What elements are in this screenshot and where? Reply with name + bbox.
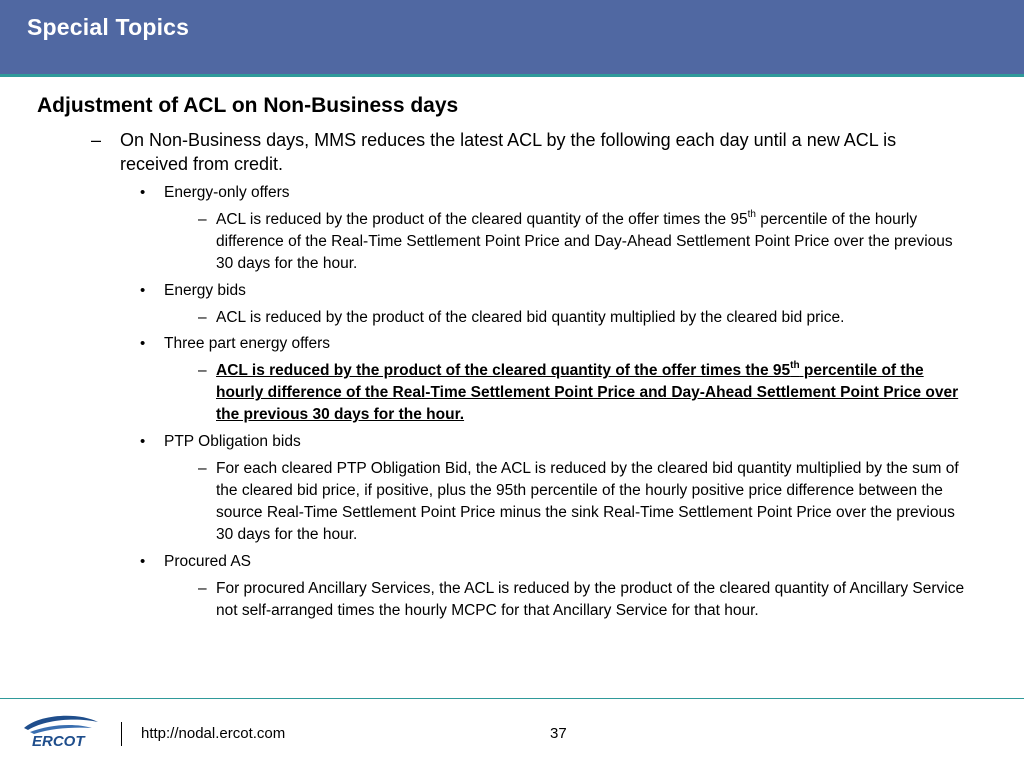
item-label-three-part-energy-offers: Three part energy offers xyxy=(164,335,330,352)
dash-marker: – xyxy=(198,362,207,379)
intro-text: On Non-Business days, MMS reduces the latest ACL by the following each day until a new ACL is received from credit. xyxy=(120,130,897,174)
slide-title: Special Topics xyxy=(27,14,190,40)
dash-marker: – xyxy=(91,130,102,150)
bullet-marker: • xyxy=(140,553,146,570)
footer-url-link[interactable]: http://nodal.ercot.com xyxy=(141,725,286,742)
bullet-marker: • xyxy=(140,282,146,299)
section-heading: Adjustment of ACL on Non-Business days xyxy=(37,94,459,117)
footer-separator xyxy=(121,722,122,746)
logo-wordmark: ERCOT xyxy=(32,733,85,750)
page-number: 37 xyxy=(550,725,567,742)
ercot-logo xyxy=(20,712,102,750)
dash-marker: – xyxy=(198,211,207,228)
item-label-energy-bids: Energy bids xyxy=(164,282,246,299)
item-detail-ptp-obligation-bids: For each cleared PTP Obligation Bid, the ACL is reduced by the cleared bid quantity multiplied by the sum of the cleared bid price, if positive, plus the 95th percentile of the hourly positive price difference between the source Real-Time Settlement Point Price minus the sink Real-Time Settlement Point Price over the previous 30 days for the hour. xyxy=(216,460,959,543)
bullet-marker: • xyxy=(140,184,146,201)
dash-marker: – xyxy=(198,460,207,477)
item-detail-energy-only-offers: ACL is reduced by the product of the cleared quantity of the offer times the 95th percentile of the hourly difference of the Real-Time Settlement Point Price and Day-Ahead Settlement Point Price over the previous 30 days for the hour. xyxy=(216,208,953,272)
footer-divider xyxy=(0,698,1024,699)
header-divider xyxy=(0,74,1024,77)
item-label-energy-only-offers: Energy-only offers xyxy=(164,184,290,201)
item-label-ptp-obligation-bids: PTP Obligation bids xyxy=(164,433,301,450)
dash-marker: – xyxy=(198,580,207,597)
dash-marker: – xyxy=(198,309,207,326)
bullet-marker: • xyxy=(140,335,146,352)
bullet-marker: • xyxy=(140,433,146,450)
item-detail-energy-bids: ACL is reduced by the product of the cleared bid quantity multiplied by the cleared bid price. xyxy=(216,309,845,326)
item-label-procured-as: Procured AS xyxy=(164,553,252,570)
item-detail-three-part-energy-offers: ACL is reduced by the product of the cleared quantity of the offer times the 95th percentile of the hourly difference of the Real-Time Settlement Point Price and Day-Ahead Settlement Point Price over the previous 30 days for the hour. xyxy=(216,359,959,423)
item-detail-procured-as: For procured Ancillary Services, the ACL is reduced by the product of the cleared quantity of Ancillary Service not self-arranged times the hourly MCPC for that Ancillary Service for that hour. xyxy=(216,580,965,619)
